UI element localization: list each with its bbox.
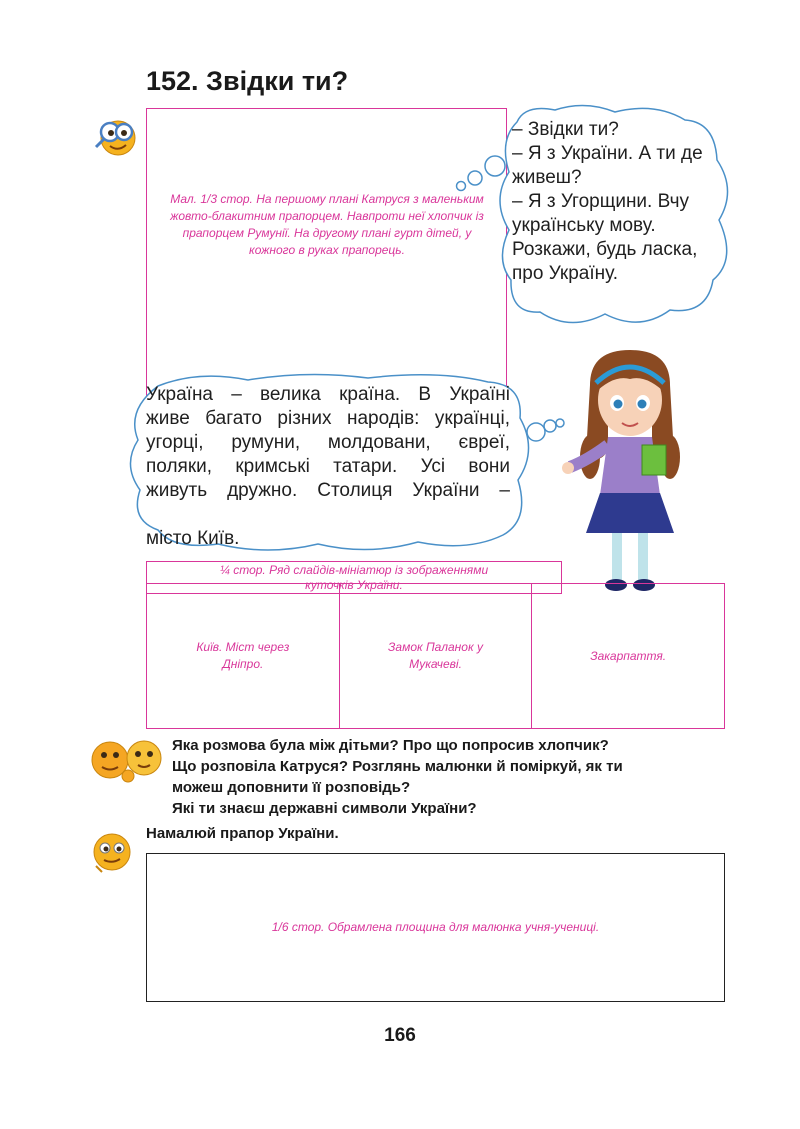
slide-caption: Київ. Міст через Дніпро. <box>196 640 290 671</box>
dialogue-line: – Звідки ти? <box>512 119 619 140</box>
question-line: можеш доповнити її розповідь? <box>172 779 411 796</box>
main-illustration-placeholder <box>146 108 507 408</box>
dialogue-text <box>512 118 732 286</box>
girl-illustration <box>560 345 700 600</box>
slide-thumbnail <box>532 584 724 728</box>
drawing-area-note: 1/6 стор. Обрамлена площина для малюнка учня-учениці. <box>271 920 600 934</box>
story-line: поляки, кримські татари. Усі вони <box>146 456 510 477</box>
slide-thumbnail <box>340 584 533 728</box>
magnifier-smiley-icon <box>88 110 140 158</box>
dialogue-line: українську мову. <box>512 215 656 236</box>
drawing-task: Намалюй прапор України. <box>146 825 339 842</box>
story-line: живе багато різних народів: українці, <box>146 408 510 429</box>
questions-block <box>172 735 623 819</box>
question-line: Яка розмова була між дітьми? Про що попросив хлопчик? <box>172 737 609 754</box>
question-line: Які ти знаєш державні символи України? <box>172 800 477 817</box>
question-line: Що розповіла Катруся? Розглянь малюнки й поміркуй, як ти <box>172 758 623 775</box>
story-line: Україна – велика країна. В Україні <box>146 384 510 405</box>
discussion-smileys-icon <box>88 734 166 784</box>
dialogue-line: про Україну. <box>512 263 619 284</box>
slide-caption: Замок Паланок у Мукачеві. <box>388 640 483 671</box>
dialogue-line: Розкажи, будь ласка, <box>512 239 698 260</box>
story-line: угорці, румуни, молдовани, євреї, <box>146 432 510 453</box>
dialogue-line: – Я з України. А ти де <box>512 143 703 164</box>
dialogue-line: живеш? <box>512 167 582 188</box>
slide-caption: Закарпаття. <box>590 648 667 663</box>
drawing-area[interactable] <box>146 853 725 1002</box>
slides-row <box>146 583 725 729</box>
lesson-title: 152. Звідки ти? <box>146 66 349 96</box>
main-illustration-note: Мал. 1/3 стор. На першому плані Катруся з маленьким жовто-блакитним прапорцем. Навпроти неї хлопчик із прапорцем Румунії. На другому плані гурт дітей, у кожного в руках прапорець. <box>170 192 484 257</box>
story-line: живуть дружно. Столиця України – <box>146 480 510 501</box>
page-number: 166 <box>384 1025 416 1046</box>
story-text <box>146 383 510 503</box>
slides-note-line: куточків України. <box>305 578 403 592</box>
dialogue-line: – Я з Угорщини. Вчу <box>512 191 690 212</box>
slides-note-line: ¼ стор. Ряд слайдів-мініатюр із зображеннями <box>219 563 489 577</box>
story-line: місто Київ. <box>146 528 240 549</box>
thinking-smiley-icon <box>88 828 138 878</box>
slide-thumbnail <box>147 584 340 728</box>
